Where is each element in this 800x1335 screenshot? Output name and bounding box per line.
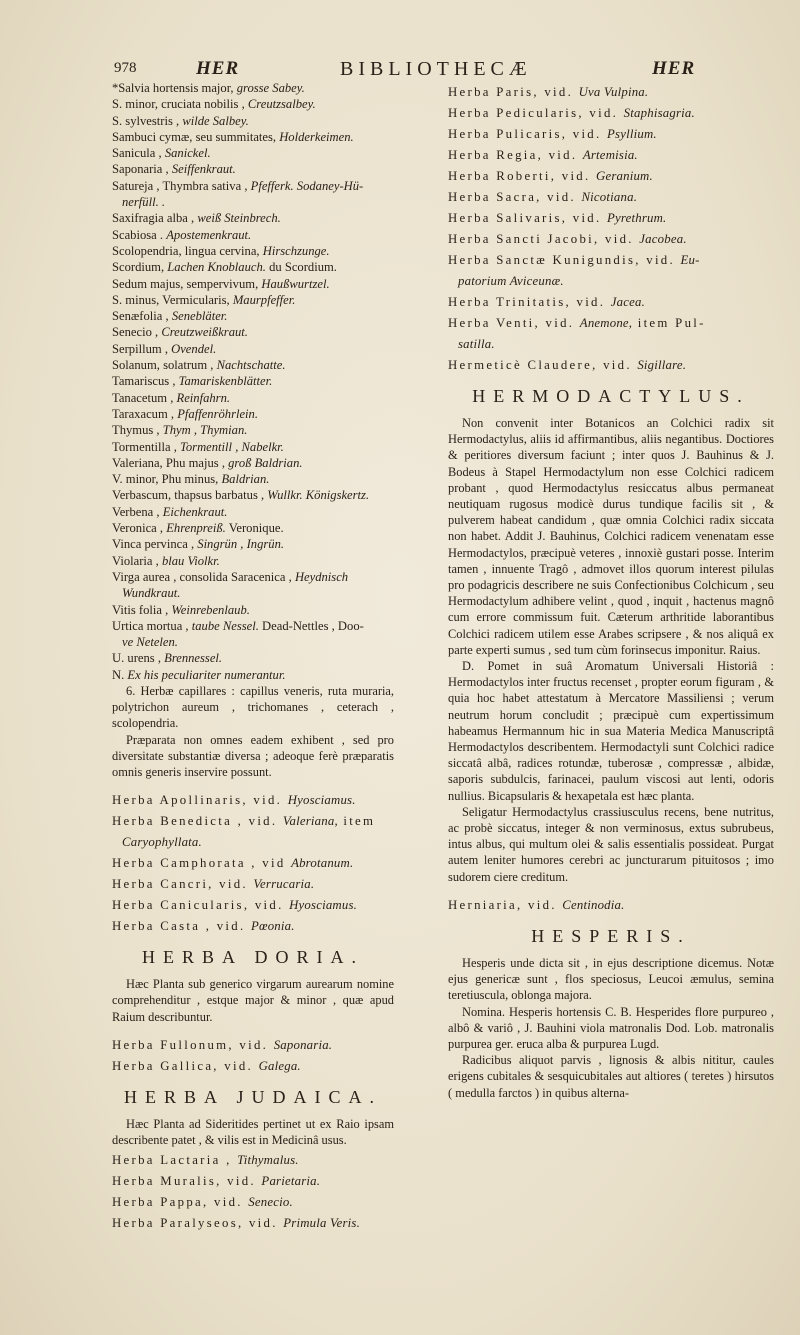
vernacular-name: Singrün , Ingrün. <box>197 537 285 552</box>
latin-name: S. minor, cruciata nobilis , <box>112 97 248 112</box>
xref-target: Anemone, <box>579 316 633 330</box>
right-column <box>448 80 774 1101</box>
latin-name: Senecio , <box>112 325 162 340</box>
latin-name: Urtica mortua , <box>112 618 192 633</box>
vernacular-name: Sanickel. <box>164 146 211 161</box>
plant-list-item <box>112 585 394 601</box>
xref-head: Herba Fullonum, vid. <box>112 1037 274 1052</box>
plant-list-item <box>112 357 394 373</box>
plant-list-item <box>112 536 394 552</box>
cross-reference <box>448 188 774 206</box>
xref-target: Staphisagria. <box>623 106 695 120</box>
cross-reference <box>112 791 394 809</box>
plant-list-item <box>112 373 394 389</box>
hermodactylus-paragraph-3: Seligatur Hermodactylus crassiusculus recens, bene nutritus, ac probè siccatus, integer & non verminosus, extus subrubeus, intus albus, qui multum olei & salis essentialis possideat. Purgat autem leniter humores cerebri ac juncturarum pituitosos ; imo sudorem ciere creditum. <box>448 804 774 884</box>
cross-reference-group <box>112 1036 394 1075</box>
capillares-text: 6. Herbæ capillares : capillus veneris, ruta muraria, polytrichon aureum , trichomanes , ceterach , scolopendria. <box>112 683 394 731</box>
cross-reference <box>112 1151 394 1169</box>
xref-head: Herba Apollinaris, vid. <box>112 793 288 808</box>
vernacular-name: Wundkraut. <box>122 586 181 601</box>
plant-list-item <box>112 439 394 455</box>
cross-reference <box>112 896 394 914</box>
latin-name: Saxifragia alba , <box>112 211 198 226</box>
plant-list-item <box>112 634 394 650</box>
latin-name: Scordium, <box>112 260 168 275</box>
xref-target: Saponaria. <box>273 1037 333 1052</box>
cross-reference <box>448 356 774 374</box>
cross-reference <box>112 1214 394 1232</box>
plant-list-item <box>112 308 394 324</box>
xref-target: Sigillare. <box>637 358 687 372</box>
judaica-paragraph <box>112 1116 394 1148</box>
xref-target: satilla. <box>458 337 495 351</box>
xref-head: Herba Pappa, vid. <box>112 1195 249 1210</box>
page-title: BIBLIOTHECÆ <box>340 58 532 80</box>
xref-target: Abrotanum. <box>291 856 354 871</box>
vernacular-name: Brennessel. <box>164 651 223 666</box>
plant-list-item <box>112 422 394 438</box>
latin-name: Vinca pervinca , <box>112 537 198 552</box>
xref-target: Caryophyllata. <box>122 835 202 850</box>
latin-name: Verbascum, thapsus barbatus , <box>112 488 268 503</box>
vernacular-name: nerfüll. . <box>122 195 166 210</box>
vernacular-name: Haußwurtzel. <box>261 276 330 291</box>
heading-hermodactylus: HERMODACTYLUS. <box>472 386 750 406</box>
latin-name: Thymus , <box>112 423 163 438</box>
xref-target: Jacea. <box>610 295 645 309</box>
cross-reference <box>448 83 774 101</box>
vernacular-name: Holderkeimen. <box>279 129 354 144</box>
cross-reference <box>112 1036 394 1054</box>
plant-list-item <box>112 487 394 503</box>
heading-herba-judaica: HERBA JUDAICA. <box>123 1086 382 1107</box>
vernacular-name: Thym , Thymian. <box>162 423 248 438</box>
xref-head: Herba Paralyseos, vid. <box>112 1216 284 1231</box>
plant-list-item <box>112 259 394 275</box>
hesperis-paragraph-2: Nomina. Hesperis hortensis C. B. Hesperides flore purpureo , albô & variô , J. Bauhini viola matronalis Dod. Lob. matronalis purpurea ger. eruca alba & purpurea Lugd. <box>448 1004 774 1051</box>
plant-list-item <box>112 227 394 243</box>
plant-list-item <box>112 161 394 177</box>
vernacular-name: Ovendel. <box>171 341 217 356</box>
vernacular-name: Ehrenpreiß. <box>166 521 226 536</box>
xref-head: Herba Camphorata , vid <box>112 856 292 871</box>
vernacular-name: Reinfahrn. <box>176 390 231 405</box>
alternate-name: Dead-Nettles , Doo- <box>258 618 364 633</box>
herbae-capillares-paragraph <box>112 683 394 780</box>
latin-name: Tamariscus , <box>112 374 179 389</box>
cross-reference <box>448 125 774 143</box>
xref-head: Hermeticè Claudere, vid. <box>448 358 638 372</box>
cross-reference-herniaria <box>448 896 774 914</box>
xref-target: Hyosciamus. <box>289 898 358 913</box>
plant-list-item <box>112 504 394 520</box>
cross-reference <box>448 335 774 353</box>
vernacular-name: Ex his peculiariter numerantur. <box>127 667 286 682</box>
latin-name: Scolopendria, lingua cervina, <box>112 243 263 258</box>
latin-name: N. <box>112 667 128 682</box>
cross-reference <box>112 1172 394 1190</box>
plant-list-item <box>112 667 394 683</box>
plant-list-item <box>112 145 394 161</box>
plant-list-item <box>112 650 394 666</box>
vernacular-name: Apostemenkraut. <box>166 227 252 242</box>
cross-reference <box>112 854 394 872</box>
xref-head: Herba Gallica, vid. <box>112 1058 259 1073</box>
latin-name: Tanacetum , <box>112 390 177 405</box>
hesperis-paragraph-1: Hesperis unde dicta sit , in ejus descriptione dicemus. Notæ ejus genericæ sunt , flos speciosus, Leucoi æmulus, semina teretiuscula, oblonga majora. <box>448 955 774 1003</box>
latin-name: Senæfolia , <box>112 309 172 324</box>
xref-head: Herba Lactaria , <box>112 1153 238 1168</box>
cross-reference <box>112 1057 394 1075</box>
cross-reference <box>112 812 394 830</box>
latin-name: U. urens , <box>112 651 165 666</box>
cross-reference <box>448 314 774 332</box>
latin-name: Satureja , Thymbra sativa , <box>112 178 251 193</box>
praeparata-text: Præparata non omnes eadem exhibent , sed pro diversitate substantiæ diversa ; adeoque ferè præparatis omnis generis inservire possunt. <box>112 732 394 779</box>
xref-target: Valeriana, <box>282 814 338 829</box>
plant-list-item <box>112 178 394 194</box>
vernacular-name: Tamariskenblätter. <box>178 374 273 389</box>
plant-list-item <box>112 520 394 536</box>
plant-list-item <box>112 276 394 292</box>
hermodactylus-paragraph-1: Non convenit inter Botanicos an Colchici radix sit Hermodactylus, aliis id affirmantibus, aliis negantibus. Doctiores & peritiores diversum faciunt ; inter quos J. Bauhinus & J. Bodeus à Stapel Hermodactylum non esse Colchici radicem probant , quod Hermodactylus resiccatus albus permaneat neutiquam rugosus modicè durus tundique facilis sit , & pulverem habeat candidum , quæ omnia Colchici radix siccata non habet. Addit J. Bauhinus, Colchici radicem venenatam esse Hermodactylos, præcipuè veteres , innoxiè gustari posse. Interim tamen , innuente Tragô , admovet illos quorum interest pilulas pro podagricis describere ne suis Confectionibus Colchicum , seu Hermodactylum adhibere velint , quod , inquit , hactenus magnô cum errore commissum fuit. Cæterum arthritide laborantibus Colchici radicem utilem esse Arabes scripsere , & nos aliquâ ex parte experti sumus , sed tum cùm forinsecus imponitur. Raius. <box>448 416 774 657</box>
cross-reference <box>112 917 394 935</box>
vernacular-name: Heydnisch <box>294 569 349 584</box>
latin-name: S. sylvestris , <box>112 113 183 128</box>
plant-list-item <box>112 292 394 308</box>
xref-target: Verrucaria. <box>253 877 315 892</box>
vernacular-name: Lachen Knoblauch. <box>167 260 266 275</box>
plant-list-item <box>112 406 394 422</box>
xref-target: Psyllium. <box>607 127 657 141</box>
vernacular-name: Creutzweißkraut. <box>161 325 248 340</box>
cross-reference <box>448 272 774 290</box>
latin-name: V. minor, Phu minus, <box>112 472 222 487</box>
xref-head: Herba Roberti, vid. <box>448 169 596 183</box>
xref-head: Herba Paris, vid. <box>448 85 579 99</box>
plant-list-item <box>112 471 394 487</box>
plant-list-item <box>112 553 394 569</box>
cross-reference <box>448 146 774 164</box>
cross-reference <box>448 209 774 227</box>
plant-list-item <box>112 341 394 357</box>
cross-reference <box>448 251 774 269</box>
xref-target: patorium Aviceunæ. <box>458 274 564 288</box>
xref-target: Senecio. <box>248 1195 293 1210</box>
xref-head: Herba Canicularis, vid. <box>112 898 290 913</box>
xref-target: Tithymalus. <box>237 1153 299 1168</box>
vernacular-name: Eichenkraut. <box>162 504 228 519</box>
xref-target: Uva Vulpina. <box>578 85 649 99</box>
latin-name: S. minus, Vermicularis, <box>112 292 233 307</box>
xref-head: Herba Sanctæ Kunigundis, vid. <box>448 253 681 267</box>
latin-name: Sanicula , <box>112 146 165 161</box>
xref-target: Pyrethrum. <box>607 211 667 225</box>
latin-name: Valeriana, Phu majus , <box>112 455 229 470</box>
hermodactylus-paragraph-2: D. Pomet in suâ Aromatum Universali Historiâ : Hermodactylos inter fructus recenset , propter eorum figuram , & quia hoc habet attestatum à Mercatore Massiliensi ; verum neutrum horum concludit ; præcipuè cum expertissimum habeamus Hermannum hic in sua Materia Medica Manuscriptâ Hermodactylos describentem. Hermodactyli sunt Colchici radice siccatâ albâ, radices rotundæ, tuberosæ , compressæ , albidæ, saporis subdulcis, farinacei, paulum viscosi aut lenti, odoris nullius. Bicapsularis & hexapetala est hæc planta. <box>448 659 774 803</box>
xref-tail: item Pul- <box>632 316 706 330</box>
xref-head: Herba Regia, vid. <box>448 148 583 162</box>
latin-name: Verbena , <box>112 504 163 519</box>
xref-tail: item <box>337 814 376 829</box>
plant-list-item <box>112 113 394 129</box>
plant-list-item <box>112 602 394 618</box>
doria-text: Hæc Planta sub generico virgarum aurearum nomine comprehenditur , estque major & minor , quæ apud Raium describuntur. <box>112 977 394 1024</box>
xref-target: Pœonia. <box>250 919 295 934</box>
vernacular-name: groß Baldrian. <box>228 455 303 470</box>
plant-name-list <box>112 80 394 683</box>
latin-name: Sedum majus, sempervivum, <box>112 276 262 291</box>
plant-list-item <box>112 96 394 112</box>
vernacular-name: Tormentill , Nabelkr. <box>180 439 284 454</box>
plant-list-item <box>112 569 394 585</box>
cross-reference <box>448 167 774 185</box>
plant-list-item <box>112 194 394 210</box>
vernacular-name: wilde Salbey. <box>182 113 249 128</box>
latin-name: Vitis folia , <box>112 602 172 617</box>
xref-target: Centinodia. <box>562 897 625 912</box>
latin-name: *Salvia hortensis major, <box>112 81 237 95</box>
xref-target: Galega. <box>258 1058 301 1073</box>
xref-head: Herba Benedicta , vid. <box>112 814 283 829</box>
xref-head: Herba Venti, vid. <box>448 316 580 330</box>
xref-target: Eu- <box>680 253 700 267</box>
heading-herba-doria: HERBA DORIA. <box>141 947 364 968</box>
latin-name: Sambuci cymæ, seu summitates, <box>112 129 280 144</box>
judaica-text: Hæc Planta ad Sideritides pertinet ut ex Raio ipsam describente patet , & vilis est in Medicinâ usus. <box>112 1116 394 1148</box>
vernacular-name: Maurpfeffer. <box>232 292 296 307</box>
xref-head: Herniaria, vid. <box>448 897 563 912</box>
latin-name: Saponaria , <box>112 162 172 177</box>
heading-hesperis: HESPERIS. <box>531 925 691 946</box>
plant-list-item <box>112 210 394 226</box>
xref-target: Parietaria. <box>261 1174 321 1189</box>
xref-head: Herba Sacra, vid. <box>448 190 582 204</box>
latin-name: Solanum, solatrum , <box>112 358 217 373</box>
right-catchword: HER <box>652 58 696 79</box>
cross-reference <box>448 230 774 248</box>
latin-name: Violaria , <box>112 553 162 568</box>
plant-list-item <box>112 129 394 145</box>
cross-reference-group <box>112 791 394 935</box>
vernacular-name: Nachtschatte. <box>216 358 286 373</box>
vernacular-name: Creutzsalbey. <box>247 97 316 112</box>
vernacular-name: blau Violkr. <box>161 553 220 568</box>
xref-target: Geranium. <box>596 169 653 183</box>
page-number: 978 <box>114 60 137 76</box>
cross-reference-group <box>112 1151 394 1232</box>
vernacular-name: grosse Sabey. <box>236 81 305 95</box>
cross-reference <box>112 875 394 893</box>
xref-head: Herba Trinitatis, vid. <box>448 295 611 309</box>
xref-head: Herba Pulicaris, vid. <box>448 127 607 141</box>
cross-reference-group <box>448 83 774 374</box>
vernacular-name: weiß Steinbrech. <box>197 211 281 226</box>
plant-list-item <box>112 243 394 259</box>
xref-head: Herba Salivaris, vid. <box>448 211 607 225</box>
xref-target: Jacobea. <box>639 232 687 246</box>
plant-list-item <box>112 390 394 406</box>
xref-head: Herba Casta , vid. <box>112 919 251 934</box>
vernacular-name: taube Nessel. <box>191 618 259 633</box>
xref-head: Herba Sancti Jacobi, vid. <box>448 232 640 246</box>
alternate-name: du Scordium. <box>265 260 337 275</box>
xref-head: Herba Muralis, vid. <box>112 1174 262 1189</box>
vernacular-name: Pfefferk. Sodaney-Hü- <box>250 178 364 193</box>
alternate-name: Veronique. <box>225 521 284 536</box>
vernacular-name: Wullkr. Königskertz. <box>267 488 370 503</box>
left-column <box>112 80 394 1235</box>
vernacular-name: Pfaffenröhrlein. <box>177 406 259 421</box>
xref-target: Nicotiana. <box>581 190 638 204</box>
xref-target: Artemisia. <box>582 148 638 162</box>
plant-list-item <box>112 618 394 634</box>
vernacular-name: Hirschzunge. <box>262 243 330 258</box>
hesperis-paragraph-3: Radicibus aliquot parvis , lignosis & albis nititur, caules erigens cubitales & sesquicubitales aut altiores ( teretes ) hirsutos ( medulla farctos ) in quibus alterna- <box>448 1053 774 1100</box>
left-catchword: HER <box>196 58 240 79</box>
vernacular-name: Seiffenkraut. <box>171 162 236 177</box>
cross-reference <box>448 293 774 311</box>
latin-name: Tormentilla , <box>112 439 181 454</box>
xref-head: Herba Pedicularis, vid. <box>448 106 624 120</box>
vernacular-name: Baldrian. <box>221 472 270 487</box>
plant-list-item <box>112 80 394 96</box>
vernacular-name: Senebläter. <box>171 309 228 324</box>
plant-list-item <box>112 455 394 471</box>
cross-reference <box>112 833 394 851</box>
plant-list-item <box>112 324 394 340</box>
cross-reference <box>112 1193 394 1211</box>
vernacular-name: Weinrebenlaub. <box>171 602 250 617</box>
latin-name: Serpillum , <box>112 341 172 356</box>
doria-paragraph <box>112 976 394 1025</box>
latin-name: Taraxacum , <box>112 406 178 421</box>
vernacular-name: ve Netelen. <box>122 635 178 650</box>
xref-head: Herba Cancri, vid. <box>112 877 254 892</box>
latin-name: Veronica , <box>112 521 167 536</box>
latin-name: Virga aurea , consolida Saracenica , <box>112 569 295 584</box>
latin-name: Scabiosa . <box>112 227 167 242</box>
xref-target: Primula Veris. <box>283 1216 360 1231</box>
hesperis-article <box>448 955 774 1101</box>
cross-reference <box>448 104 774 122</box>
xref-target: Hyosciamus. <box>287 793 356 808</box>
hermodactylus-article <box>448 415 774 885</box>
